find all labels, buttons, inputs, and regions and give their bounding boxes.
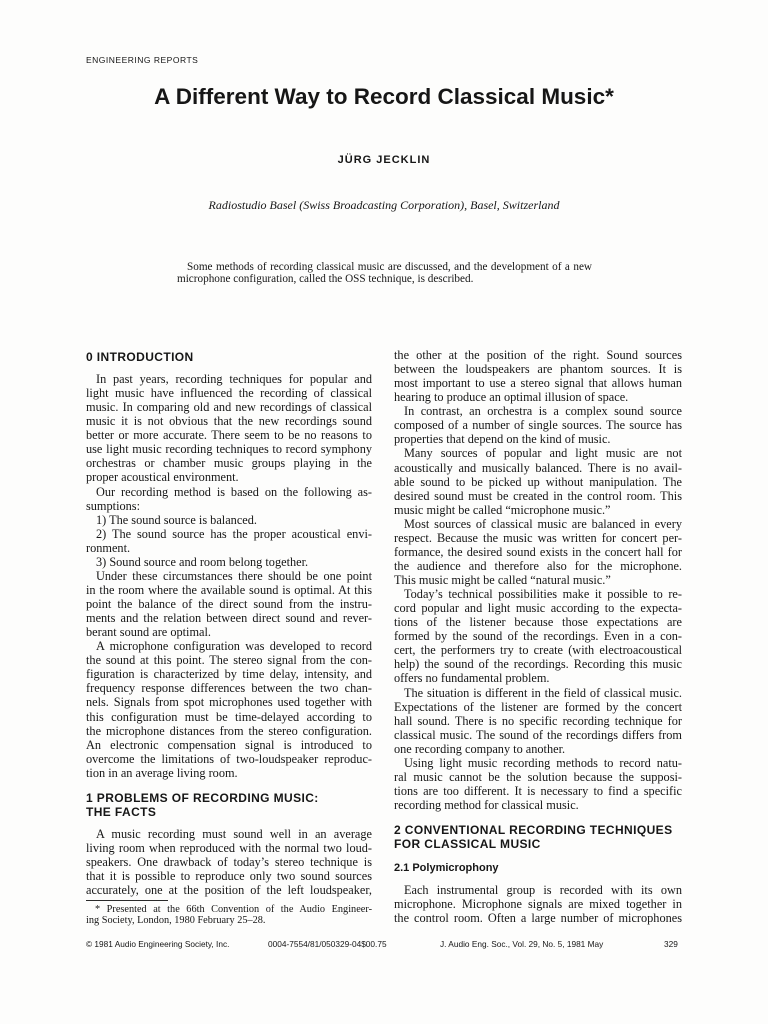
- text-line: music it is not obvious that the new recordings sound: [86, 414, 372, 429]
- text-line: The situation is different in the field of classical music.: [404, 685, 682, 700]
- footer-copyright: © 1981 Audio Engineering Society, Inc.: [86, 939, 230, 949]
- text-line: cert, the performers try to create (with electroacoustical: [394, 643, 682, 658]
- heading-line: FOR CLASSICAL MUSIC: [394, 837, 541, 852]
- paragraph: [86, 555, 372, 569]
- text-line: ral music cannot be the solution because the supposi-: [394, 769, 682, 784]
- text-line: hearing to produce an optimal illusion of space.: [394, 390, 629, 405]
- text-line: Using light music recording methods to record natu-: [404, 755, 682, 770]
- text-line: in the room where the available sound is optimal. At this: [86, 582, 372, 597]
- text-line: Under these circumstances there should be one point: [96, 568, 372, 583]
- text-line: formance, the desired sound exists in the concert hall for: [394, 544, 682, 559]
- text-line: light music have influenced the recording of classical: [86, 386, 372, 401]
- text-line: Most sources of classical music are balanced in every: [404, 516, 682, 531]
- text-line: This music might be called “natural music.”: [394, 573, 611, 587]
- heading-line: 2 CONVENTIONAL RECORDING TECHNIQUES: [394, 823, 673, 838]
- text-line: one recording company to another.: [394, 741, 566, 756]
- abstract: [177, 261, 592, 285]
- footnote-paragraph: [86, 904, 372, 926]
- text-line: Today’s technical possibilities make it possible to re-: [404, 587, 682, 602]
- text-line: In contrast, an orchestra is a complex sound source: [404, 404, 682, 419]
- section-heading: [394, 823, 682, 851]
- text-line: 1) The sound source is balanced.: [96, 512, 257, 527]
- paragraph: [86, 485, 372, 513]
- text-line: berant sound are optimal.: [86, 625, 211, 640]
- text-line: An electronic compensation signal is introduced to: [86, 737, 372, 752]
- paragraph: [394, 686, 682, 756]
- text-line: hall sound. There is no specific recording technique for: [394, 713, 682, 728]
- text-line: offers no fundamental problem.: [394, 671, 550, 686]
- footer-journal-citation: J. Audio Eng. Soc., Vol. 29, No. 5, 1981 May: [440, 939, 604, 949]
- text-line: microphone. Microphone signals are mixed together in: [394, 897, 682, 912]
- text-line: 2) The sound source has the proper acoustical envi-: [96, 526, 372, 541]
- footnote-line: ing Society, London, 1980 February 25–28.: [86, 915, 266, 926]
- author-affiliation: Radiostudio Basel (Swiss Broadcasting Corporation), Basel, Switzerland: [208, 198, 560, 212]
- text-line: Expectations of the listener are formed by the concert: [394, 699, 682, 714]
- paper-title: A Different Way to Record Classical Music*: [154, 84, 614, 109]
- text-line: orchestras or chamber music groups playing in the: [86, 456, 372, 471]
- text-line: living room when reproduced with the normal two loud-: [86, 840, 372, 855]
- paragraph: [86, 527, 372, 555]
- text-line: music might be called “microphone music.”: [394, 502, 611, 517]
- text-line: tions are too different. It is necessary to find a specific: [394, 783, 682, 798]
- abstract-line: Some methods of recording classical music are discussed, and the development of a new: [187, 261, 592, 273]
- text-line: In past years, recording techniques for popular and: [96, 372, 372, 386]
- subsection-heading: [394, 861, 682, 875]
- abstract-line: microphone configuration, called the OSS technique, is described.: [177, 273, 474, 285]
- text-line: the microphone distances from the stereo configuration.: [86, 723, 372, 738]
- text-line: ments and the relation between direct sound and rever-: [86, 611, 372, 626]
- text-line: ronment.: [86, 540, 131, 555]
- paragraph: [394, 446, 682, 516]
- text-line: acoustically and musically balanced. There is no avail-: [394, 460, 682, 475]
- text-line: point the balance of the direct sound from the instru-: [86, 597, 372, 611]
- paragraph: [394, 883, 682, 925]
- text-line: tion in an average living room.: [86, 765, 238, 780]
- text-line: the sound at this point. The stereo signal from the con-: [86, 653, 372, 668]
- text-line: A microphone configuration was developed to record: [96, 639, 372, 654]
- text-line: tions of the listener because those expectations are: [394, 615, 682, 630]
- text-line: cord popular and light music according to the expecta-: [394, 601, 682, 616]
- heading-line: 0 INTRODUCTION: [86, 350, 194, 364]
- text-line: formed by the sound of the recordings. Even in a con-: [394, 629, 682, 644]
- paragraph: [394, 517, 682, 587]
- heading-line: THE FACTS: [86, 804, 157, 819]
- paragraph: [86, 639, 372, 780]
- text-line: composed of a number of single sources. The source has: [394, 418, 682, 433]
- author-name: JÜRG JECKLIN: [337, 154, 431, 166]
- paragraph: [394, 587, 682, 685]
- footer-article-code: 0004-7554/81/050329-04$00.75: [268, 939, 387, 949]
- text-line: able sound to be picked up without manipulation. The: [394, 474, 682, 489]
- text-line: desired sound must be created in the control room. This: [394, 488, 682, 503]
- page-number: 329: [664, 939, 678, 949]
- text-line: music. In comparing old and new recordings of classical: [86, 400, 372, 415]
- running-head: ENGINEERING REPORTS: [86, 55, 199, 65]
- text-line: use light music recording techniques to record symphony: [86, 442, 372, 457]
- section-heading: [86, 791, 372, 819]
- text-line: Our recording method is based on the following as-: [96, 484, 372, 499]
- text-line: the other at the position of the right. Sound sources: [394, 348, 682, 362]
- text-line: recording method for classical music.: [394, 798, 579, 812]
- text-line: figuration is characterized by time delay, intensity, and: [86, 667, 372, 682]
- paragraph: [394, 756, 682, 812]
- text-line: accurately, one at the position of the left loudspeaker,: [86, 883, 372, 898]
- text-line: proper acoustical environment.: [86, 470, 239, 485]
- paragraph: [86, 513, 372, 527]
- text-line: the audience and therefore also for the microphone.: [394, 558, 682, 573]
- text-line: overcome the limitations of two-loudspeaker reproduc-: [86, 751, 372, 766]
- text-line: classical music. The sound of the recordings differs from: [394, 727, 682, 742]
- abstract-paragraph: [177, 261, 592, 285]
- paragraph: [86, 569, 372, 639]
- text-line: respect. Because the music was written for concert per-: [394, 530, 682, 545]
- footnote: [86, 904, 372, 926]
- paragraph: [86, 372, 372, 485]
- paragraph: [394, 404, 682, 446]
- text-line: sumptions:: [86, 498, 140, 513]
- heading-line: 2.1 Polymicrophony: [394, 862, 499, 875]
- text-line: most important to use a stereo signal that allows human: [394, 376, 682, 391]
- footnote-rule: [86, 900, 168, 901]
- text-line: this configuration must be time-delayed according to: [86, 709, 372, 724]
- text-line: Each instrumental group is recorded with its own: [404, 883, 682, 898]
- text-line: properties that depend on the kind of music.: [394, 432, 611, 447]
- text-line: help) the sound of the recordings. Recording this music: [394, 657, 682, 672]
- text-line: Many sources of popular and light music are not: [404, 446, 682, 461]
- text-line: nels. Signals from spot microphones used together with: [86, 695, 372, 710]
- text-line: the control room. Often a large number of microphones: [394, 911, 682, 926]
- text-line: 3) Sound source and room belong together.: [96, 554, 309, 569]
- heading-line: 1 PROBLEMS OF RECORDING MUSIC:: [86, 790, 319, 805]
- text-line: that it is possible to reproduce only two sound sources: [86, 869, 372, 883]
- text-line: better or more accurate. There seem to be no reasons to: [86, 428, 372, 443]
- text-line: A music recording must sound well in an average: [96, 826, 372, 841]
- text-line: frequency response differences between the two chan-: [86, 681, 372, 696]
- footnote-line: * Presented at the 66th Convention of the Audio Engineer-: [95, 904, 372, 915]
- text-line: between the loudspeakers are phantom sources. It is: [394, 362, 682, 377]
- text-line: speakers. One drawback of today’s stereo technique is: [86, 854, 372, 869]
- right-column: [394, 348, 682, 925]
- paragraph: [394, 348, 682, 404]
- paragraph: [86, 827, 372, 897]
- left-column: [86, 350, 372, 897]
- section-heading: [86, 350, 372, 364]
